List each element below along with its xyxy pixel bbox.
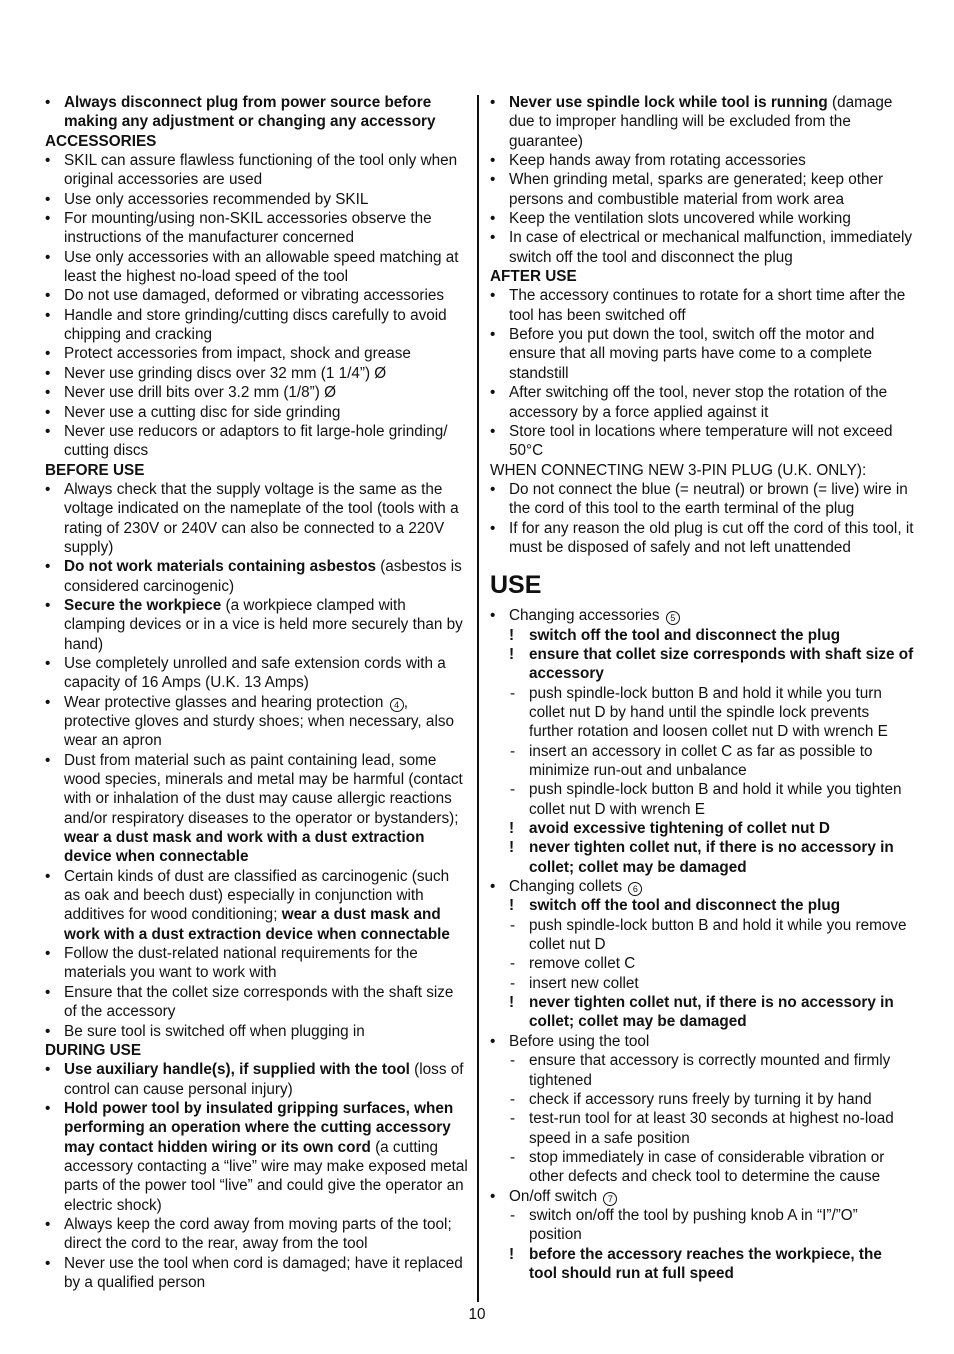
item-text: (loss of control can cause personal injury) xyxy=(64,1061,464,1098)
bold-text: Use auxiliary handle(s), if supplied with the tool xyxy=(64,1061,410,1079)
bold-text: Secure the workpiece xyxy=(64,596,222,614)
item-text: Always check that the supply voltage is the same as the voltage indicated on the nameplate of the tool (tools with a rating of 230V or 240V can also be connected to a 220V supply) xyxy=(64,480,459,556)
item-text: Never use the tool when cord is damaged; have it replaced by a qualified person xyxy=(64,1254,463,1291)
item-text: Store tool in locations where temperature will not exceed 50°C xyxy=(509,422,893,460)
step-item xyxy=(490,780,914,819)
item-text: ensure that collet size corresponds with shaft size of accessory xyxy=(529,645,914,683)
item-text: For mounting/using non-SKIL accessories observe the instructions of the manufacturer concerned xyxy=(64,210,432,247)
item-text: Follow the dust-related national requirements for the materials you want to work with xyxy=(64,945,418,982)
bullet-item xyxy=(45,654,469,693)
step-item xyxy=(490,742,914,781)
item-text: switch off the tool and disconnect the plug xyxy=(529,897,841,915)
bullet-item xyxy=(45,190,469,209)
item-text: Use only accessories recommended by SKIL xyxy=(64,190,369,208)
step-item xyxy=(490,1090,914,1109)
item-text: The accessory continues to rotate for a short time after the tool has been switched off xyxy=(509,287,906,324)
bullet-item xyxy=(490,325,914,383)
item-text: push spindle-lock button B and hold it while you tighten collet nut D with wrench E xyxy=(529,781,902,818)
bullet-item xyxy=(45,1254,469,1293)
item-text: avoid excessive tightening of collet nut D xyxy=(529,820,830,838)
item-text: Keep the ventilation slots uncovered while working xyxy=(509,210,851,228)
bullet-item xyxy=(45,93,469,132)
dash-marker: - xyxy=(510,1206,516,1224)
section-heading: BEFORE USE xyxy=(45,461,145,479)
dash-marker: - xyxy=(510,1148,516,1166)
item-text: Never use grinding discs over 32 mm (1 1/4”) Ø xyxy=(64,364,387,382)
bullet-item xyxy=(45,344,469,363)
bullet-item xyxy=(45,403,469,422)
item-text: remove collet C xyxy=(529,955,636,973)
item-text: , protective gloves and sturdy shoes; when necessary, also wear an apron xyxy=(64,693,454,750)
bullet-item xyxy=(45,751,469,867)
item-text: switch on/off the tool by pushing knob A in “I”/”O” position xyxy=(529,1206,858,1244)
bullet-item xyxy=(490,209,914,228)
bullet-item xyxy=(45,364,469,383)
figure-ref: 6 xyxy=(628,882,642,896)
warning-item xyxy=(490,626,914,645)
item-text: test-run tool for at least 30 seconds at highest no-load speed in a safe position xyxy=(529,1110,894,1147)
bullet-item xyxy=(490,606,914,625)
step-item xyxy=(490,684,914,742)
warning-item xyxy=(490,993,914,1032)
bold-text: Always disconnect plug from power source before making any adjustment or changing any accessory xyxy=(64,94,436,131)
bullet-item xyxy=(45,1022,469,1041)
bullet-item xyxy=(490,480,914,519)
dash-marker: - xyxy=(510,742,516,760)
bullet-item xyxy=(45,383,469,402)
right-column xyxy=(490,93,914,1283)
dash-marker: - xyxy=(510,1052,516,1070)
item-text: (a workpiece clamped with clamping devices or in a vice is held more securely than by hand) xyxy=(64,596,463,653)
paragraph: WHEN CONNECTING NEW 3-PIN PLUG (U.K. ONLY): xyxy=(490,461,867,479)
warning-marker: ! xyxy=(509,839,515,857)
bullet-item xyxy=(490,93,914,151)
step-item xyxy=(490,1051,914,1090)
item-text: Do not use damaged, deformed or vibrating accessories xyxy=(64,287,445,305)
item-text: Use completely unrolled and safe extension cords with a capacity of 16 Amps (U.K. 13 Amps) xyxy=(64,654,446,692)
item-text: ensure that accessory is correctly mounted and firmly tightened xyxy=(529,1052,891,1089)
warning-marker: ! xyxy=(509,645,515,663)
figure-ref: 7 xyxy=(603,1192,617,1206)
bullet-item xyxy=(490,383,914,422)
bullet-item xyxy=(45,983,469,1022)
item-text: Keep hands away from rotating accessories xyxy=(509,152,806,170)
item-text: (damage due to improper handling will be excluded from the guarantee) xyxy=(509,94,893,150)
item-text: switch off the tool and disconnect the plug xyxy=(529,626,841,644)
warning-marker: ! xyxy=(509,1245,515,1263)
warning-item xyxy=(490,896,914,915)
dash-marker: - xyxy=(510,1110,516,1128)
item-text: Protect accessories from impact, shock and grease xyxy=(64,345,411,363)
warning-marker: ! xyxy=(509,897,515,915)
figure-ref: 5 xyxy=(666,611,680,625)
item-text: Wear protective glasses and hearing protection xyxy=(64,693,384,711)
bold-text: Hold power tool by insulated gripping surfaces, when performing an operation where the cutting accessory may contact hidden wiring or its own cord xyxy=(64,1099,454,1156)
bullet-item xyxy=(45,557,469,596)
warning-item xyxy=(490,1245,914,1284)
item-text: Do not connect the blue (= neutral) or brown (= live) wire in the cord of this tool to the earth terminal of the plug xyxy=(509,480,908,518)
item-text: Never use drill bits over 3.2 mm (1/8”) Ø xyxy=(64,384,337,402)
bullet-item xyxy=(490,519,914,558)
bullet-item xyxy=(490,151,914,170)
item-text: SKIL can assure flawless functioning of the tool only when original accessories are used xyxy=(64,152,458,189)
item-text: Changing accessories xyxy=(509,607,660,625)
bullet-item xyxy=(45,306,469,345)
step-item xyxy=(490,916,914,955)
bullet-item xyxy=(45,1099,469,1215)
bullet-item xyxy=(490,1032,914,1051)
bullet-item xyxy=(45,422,469,461)
item-text: Before you put down the tool, switch off the motor and ensure that all moving parts have come to a complete standstill xyxy=(509,326,875,382)
dash-marker: - xyxy=(510,916,516,934)
bullet-item xyxy=(45,867,469,944)
warning-item xyxy=(490,838,914,877)
bullet-item xyxy=(45,151,469,190)
warning-marker: ! xyxy=(509,820,515,838)
item-text: never tighten collet nut, if there is no accessory in collet; collet may be damaged xyxy=(529,839,894,876)
bullet-item xyxy=(45,596,469,654)
warning-item xyxy=(490,819,914,838)
step-item xyxy=(490,1206,914,1245)
item-text: Handle and store grinding/cutting discs carefully to avoid chipping and cracking xyxy=(64,306,447,344)
item-text: push spindle-lock button B and hold it while you remove collet nut D xyxy=(529,916,907,954)
step-item xyxy=(490,974,914,993)
section-heading: USE xyxy=(490,571,542,600)
item-text: If for any reason the old plug is cut off the cord of this tool, it must be disposed of safely and not left unattended xyxy=(509,519,914,556)
warning-marker: ! xyxy=(509,626,515,644)
bold-text: wear a dust mask and work with a dust extraction device when connectable xyxy=(64,829,425,866)
bullet-item xyxy=(490,877,914,896)
item-text: never tighten collet nut, if there is no accessory in collet; collet may be damaged xyxy=(529,994,894,1031)
figure-ref: 4 xyxy=(390,698,404,712)
item-text: before the accessory reaches the workpiece, the tool should run at full speed xyxy=(529,1245,882,1282)
section-heading: ACCESSORIES xyxy=(45,132,157,150)
left-column xyxy=(45,93,469,1292)
item-text: Use only accessories with an allowable speed matching at least the highest no-load speed of the tool xyxy=(64,248,459,286)
warning-item xyxy=(490,645,914,684)
bullet-item xyxy=(45,248,469,287)
bullet-item xyxy=(490,170,914,209)
item-text: On/off switch xyxy=(509,1187,598,1205)
bullet-item xyxy=(490,422,914,461)
warning-marker: ! xyxy=(509,994,515,1012)
item-text: (a cutting accessory contacting a “live” wire may make exposed metal parts of the power tool “live” and could give the operator an electric shock) xyxy=(64,1138,468,1214)
bullet-item xyxy=(45,480,469,557)
item-text: In case of electrical or mechanical malfunction, immediately switch off the tool and disconnect the plug xyxy=(509,229,912,266)
step-item xyxy=(490,954,914,973)
dash-marker: - xyxy=(510,781,516,799)
section-heading: DURING USE xyxy=(45,1041,142,1059)
item-text: Dust from material such as paint containing lead, some wood species, minerals and metal may be harmful (contact with or inhalation of the dust may cause allergic reactions and/or respiratory diseases to the operator or bystanders); xyxy=(64,751,463,827)
item-text: insert new collet xyxy=(529,974,639,992)
item-text: Be sure tool is switched off when plugging in xyxy=(64,1022,365,1040)
bold-text: Do not work materials containing asbestos xyxy=(64,558,376,576)
dash-marker: - xyxy=(510,684,516,702)
item-text: check if accessory runs freely by turning it by hand xyxy=(529,1090,872,1108)
item-text: Changing collets xyxy=(509,878,623,896)
dash-marker: - xyxy=(510,955,516,973)
item-text: push spindle-lock button B and hold it while you turn collet nut D by hand until the spindle lock prevents further rotation and loosen collet nut D with wrench E xyxy=(529,684,888,741)
bullet-item xyxy=(45,1060,469,1099)
bullet-item xyxy=(490,1187,914,1206)
dash-marker: - xyxy=(510,974,516,992)
item-text: Before using the tool xyxy=(509,1032,650,1050)
item-text: (asbestos is considered carcinogenic) xyxy=(64,558,462,595)
item-text: stop immediately in case of considerable vibration or other defects and check tool to determine the cause xyxy=(529,1148,885,1186)
bold-text: Never use spindle lock while tool is running xyxy=(509,94,828,111)
bullet-item xyxy=(45,944,469,983)
bullet-item xyxy=(490,228,914,267)
step-item xyxy=(490,1148,914,1187)
step-item xyxy=(490,1109,914,1148)
item-text: Never use reducors or adaptors to fit large-hole grinding/ cutting discs xyxy=(64,422,448,460)
bullet-item xyxy=(45,1215,469,1254)
bullet-item xyxy=(45,209,469,248)
bold-text: wear a dust mask and work with a dust extraction device when connectable xyxy=(64,906,450,943)
item-text: When grinding metal, sparks are generated; keep other persons and combustible material from work area xyxy=(509,171,884,208)
bullet-item xyxy=(45,286,469,305)
dash-marker: - xyxy=(510,1090,516,1108)
section-heading: AFTER USE xyxy=(490,268,577,286)
item-text: Certain kinds of dust are classified as carcinogenic (such as oak and beech dust) especially in conjunction with additives for wood conditioning; xyxy=(64,867,450,924)
item-text: Always keep the cord away from moving parts of the tool; direct the cord to the rear, away from the tool xyxy=(64,1215,452,1253)
page-number: 10 xyxy=(468,1306,486,1323)
item-text: insert an accessory in collet C as far as possible to minimize run-out and unbalance xyxy=(529,742,873,779)
bullet-item xyxy=(490,286,914,325)
bullet-item xyxy=(45,693,469,751)
item-text: Never use a cutting disc for side grinding xyxy=(64,403,341,421)
item-text: Ensure that the collet size corresponds with the shaft size of the accessory xyxy=(64,983,454,1021)
item-text: After switching off the tool, never stop the rotation of the accessory by a force applied against it xyxy=(509,384,888,421)
column-divider xyxy=(477,95,479,1302)
